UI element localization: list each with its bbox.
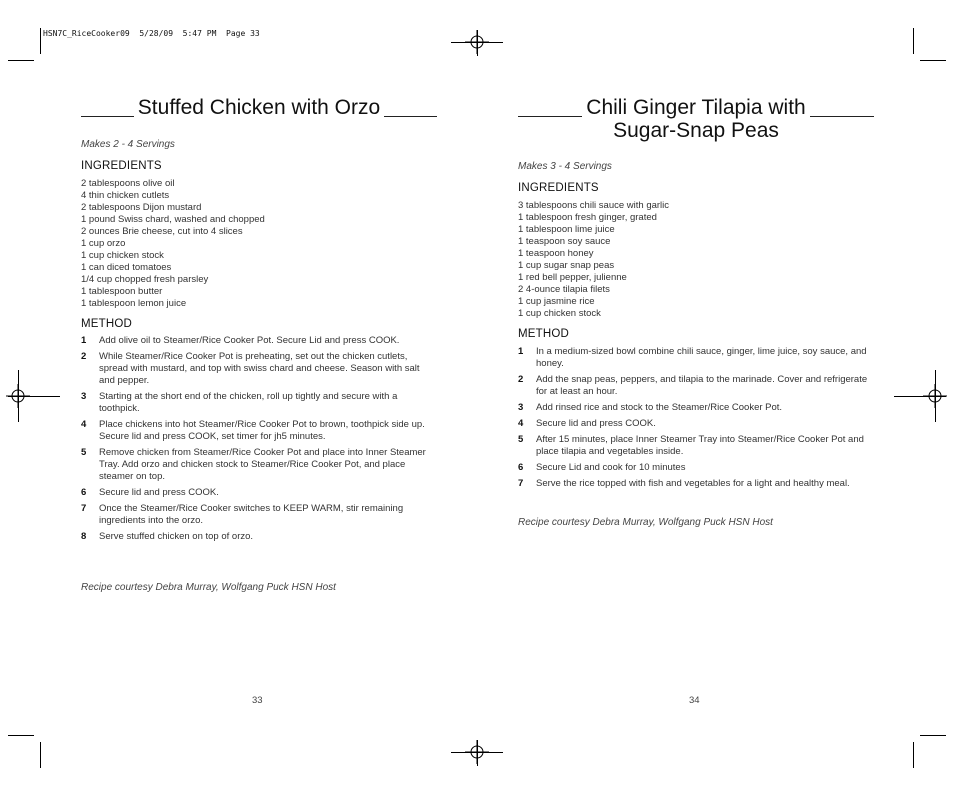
step-number: 6 (81, 487, 87, 498)
crop-mark (920, 735, 946, 736)
page-number: 33 (252, 695, 263, 706)
servings: Makes 2 - 4 Servings (81, 139, 175, 150)
method-step (518, 462, 874, 474)
ingredient-item: 1 tablespoon fresh ginger, grated (518, 212, 657, 223)
ingredient-item: 2 tablespoons olive oil (81, 178, 175, 189)
method-step (81, 335, 437, 347)
ingredient-item: 1 teaspoon honey (518, 248, 594, 259)
method-step (81, 531, 437, 543)
ingredient-item: 1 teaspoon soy sauce (518, 236, 611, 247)
step-text: Add the snap peas, peppers, and tilapia to the marinade. Cover and refrigerate for at least an hour. (536, 374, 868, 397)
crop-mark (40, 28, 41, 54)
method-step (518, 478, 874, 490)
title-line: Sugar-Snap Peas (609, 119, 783, 142)
step-text: Secure Lid and cook for 10 minutes (536, 462, 686, 473)
method-step (518, 402, 874, 414)
step-number: 4 (518, 418, 524, 429)
crop-mark (40, 742, 41, 768)
servings: Makes 3 - 4 Servings (518, 161, 612, 172)
ingredients-list (81, 178, 265, 310)
method-steps (518, 346, 874, 494)
method-step (518, 418, 874, 430)
ingredient-item: 2 4-ounce tilapia filets (518, 284, 610, 295)
step-number: 4 (81, 419, 87, 430)
step-number: 5 (81, 447, 87, 458)
ingredient-item: 2 ounces Brie cheese, cut into 4 slices (81, 226, 243, 237)
step-text: Add rinsed rice and stock to the Steamer/Rice Cooker Pot. (536, 402, 783, 413)
crop-mark (913, 28, 914, 54)
title-line: Stuffed Chicken with Orzo (134, 96, 384, 119)
step-text: Add olive oil to Steamer/Rice Cooker Pot. Secure Lid and press COOK. (99, 335, 400, 346)
ingredient-item: 1 tablespoon lime juice (518, 224, 615, 235)
ingredient-item: 2 tablespoons Dijon mustard (81, 202, 202, 213)
crop-mark (8, 735, 34, 736)
step-text: Remove chicken from Steamer/Rice Cooker Pot and place into Inner Steamer Tray. Add orzo and chicken stock to Steamer/Rice Cooker Pot, and place steamer on top. (99, 447, 426, 482)
step-text: Starting at the short end of the chicken, roll up tightly and secure with a toothpick. (99, 391, 398, 414)
method-step (518, 374, 874, 398)
step-number: 8 (81, 531, 87, 542)
step-number: 7 (518, 478, 524, 489)
method-step (81, 447, 437, 483)
recipe-credit: Recipe courtesy Debra Murray, Wolfgang Puck HSN Host (81, 582, 336, 593)
recipe-title-block (518, 96, 874, 142)
method-heading: METHOD (518, 328, 570, 340)
ingredients-heading: INGREDIENTS (81, 160, 162, 172)
recipe-credit: Recipe courtesy Debra Murray, Wolfgang Puck HSN Host (518, 517, 773, 528)
print-slug: HSN7C_RiceCooker09 5/28/09 5:47 PM Page 33 (43, 29, 260, 38)
step-number: 1 (518, 346, 524, 357)
step-text: Serve stuffed chicken on top of orzo. (99, 531, 254, 542)
step-number: 3 (518, 402, 524, 413)
step-number: 5 (518, 434, 524, 445)
registration-mark-icon (6, 384, 30, 408)
step-number: 7 (81, 503, 87, 514)
method-step (518, 346, 874, 370)
step-text: After 15 minutes, place Inner Steamer Tray into Steamer/Rice Cooker Pot and place tilapia and vegetables inside. (536, 434, 864, 457)
registration-mark-icon (465, 740, 489, 764)
method-step (81, 503, 437, 527)
step-text: Once the Steamer/Rice Cooker switches to KEEP WARM, stir remaining ingredients into the orzo. (99, 503, 404, 526)
method-step (81, 391, 437, 415)
step-text: Serve the rice topped with fish and vegetables for a light and healthy meal. (536, 478, 850, 489)
crop-mark (913, 742, 914, 768)
ingredient-item: 1 cup jasmine rice (518, 296, 595, 307)
crop-mark (920, 60, 946, 61)
step-text: Secure lid and press COOK. (99, 487, 219, 498)
step-number: 3 (81, 391, 87, 402)
ingredient-item: 1 cup chicken stock (518, 308, 601, 319)
ingredient-item: 1 cup chicken stock (81, 250, 164, 261)
step-number: 6 (518, 462, 524, 473)
ingredient-item: 1 can diced tomatoes (81, 262, 172, 273)
method-step (81, 487, 437, 499)
step-number: 2 (518, 374, 524, 385)
registration-mark-icon (923, 384, 947, 408)
ingredient-item: 1 red bell pepper, julienne (518, 272, 627, 283)
page-number: 34 (689, 695, 700, 706)
recipe-title (518, 96, 874, 142)
title-line: Chili Ginger Tilapia with (582, 96, 809, 119)
step-text: Secure lid and press COOK. (536, 418, 656, 429)
ingredient-item: 1 cup orzo (81, 238, 126, 249)
method-step (81, 351, 437, 387)
ingredient-item: 1 tablespoon butter (81, 286, 163, 297)
ingredients-heading: INGREDIENTS (518, 182, 599, 194)
ingredient-item: 1 tablespoon lemon juice (81, 298, 187, 309)
step-text: While Steamer/Rice Cooker Pot is preheating, set out the chicken cutlets, spread with mustard, and top with swiss chard and cheese. Season with salt and pepper. (99, 351, 420, 386)
method-step (81, 419, 437, 443)
ingredients-list (518, 200, 669, 320)
ingredient-item: 3 tablespoons chili sauce with garlic (518, 200, 670, 211)
ingredient-item: 1/4 cup chopped fresh parsley (81, 274, 209, 285)
method-heading: METHOD (81, 318, 133, 330)
recipe-title-block (81, 96, 437, 119)
registration-mark-icon (465, 30, 489, 54)
crop-mark (8, 60, 34, 61)
method-steps (81, 335, 437, 547)
recipe-title (81, 96, 437, 119)
ingredient-item: 1 cup sugar snap peas (518, 260, 615, 271)
step-number: 2 (81, 351, 87, 362)
step-text: In a medium-sized bowl combine chili sauce, ginger, lime juice, soy sauce, and honey. (536, 346, 867, 369)
ingredient-item: 1 pound Swiss chard, washed and chopped (81, 214, 265, 225)
step-number: 1 (81, 335, 87, 346)
step-text: Place chickens into hot Steamer/Rice Cooker Pot to brown, toothpick side up. Secure lid and press COOK, set timer for jh5 minutes. (99, 419, 425, 442)
method-step (518, 434, 874, 458)
ingredient-item: 4 thin chicken cutlets (81, 190, 170, 201)
